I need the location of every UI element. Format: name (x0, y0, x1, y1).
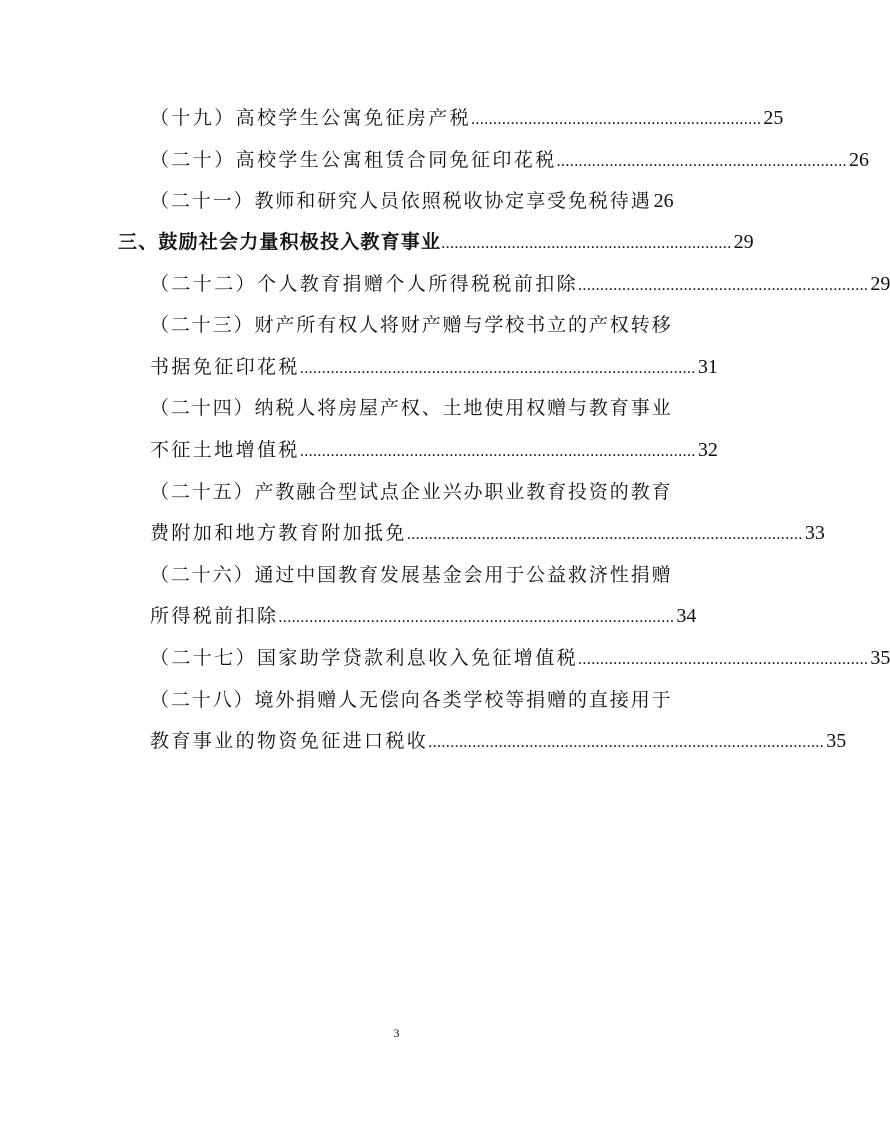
toc-page-number: 25 (763, 107, 784, 129)
dot-leader: .......................................................................................... (406, 526, 803, 543)
toc-entry-label: （十九）高校学生公寓免征房产税 (150, 107, 472, 129)
toc-page-number: 34 (676, 605, 697, 627)
toc-entry-label: （二十四）纳税人将房屋产权、土地使用权赠与教育事业 (150, 397, 673, 419)
toc-page-number: 29 (733, 231, 754, 253)
toc-entry-label: （二十三）财产所有权人将财产赠与学校书立的产权转移 (150, 314, 673, 336)
toc-entry[interactable] (150, 646, 890, 672)
toc-entry-label: （二十七）国家助学贷款利息收入免征增值税 (150, 647, 579, 669)
toc-page-number: 29 (870, 273, 890, 295)
toc-page-number: 35 (826, 730, 847, 752)
dot-leader: .................................................................. (471, 111, 762, 128)
toc-entry-continuation[interactable] (150, 604, 697, 630)
toc-entry-label-continued: 费附加和地方教育附加抵免 (150, 522, 407, 544)
toc-entry[interactable] (150, 480, 684, 504)
toc-entry-label-continued: 不征土地增值税 (150, 439, 300, 461)
toc-page-number: 32 (697, 439, 718, 461)
toc-entry[interactable] (150, 563, 684, 587)
toc-entry[interactable] (150, 272, 890, 298)
toc-entry[interactable] (150, 148, 870, 174)
toc-entry-label: （二十）高校学生公寓租赁合同免征印花税 (150, 149, 557, 171)
toc-page-number: 26 (849, 149, 870, 171)
toc-entry[interactable] (150, 313, 684, 337)
toc-entry-label: （二十二）个人教育捐赠个人所得税税前扣除 (150, 273, 579, 295)
toc-entry-label: （二十八）境外捐赠人无偿向各类学校等捐赠的直接用于 (150, 689, 673, 711)
toc-entry-continuation[interactable] (150, 438, 718, 464)
page-number: 3 (393, 1026, 400, 1040)
toc-entry-label: （二十六）通过中国教育发展基金会用于公益救济性捐赠 (150, 564, 673, 586)
dot-leader: .......................................................................................... (428, 734, 825, 751)
toc-page-number: 35 (870, 647, 890, 669)
toc-entry-label-continued: 所得税前扣除 (150, 605, 279, 627)
toc-entry[interactable] (150, 189, 684, 213)
toc-entry-continuation[interactable] (150, 521, 825, 547)
dot-leader: .................................................................. (441, 235, 732, 252)
toc-entry[interactable] (150, 688, 684, 712)
toc-entry-label: （二十一）教师和研究人员依照税收协定享受免税待遇 (150, 190, 652, 212)
toc-section-heading[interactable] (118, 230, 754, 256)
toc-page-number: 26 (653, 190, 674, 212)
toc-section-label: 三、鼓励社会力量积极投入教育事业 (118, 231, 442, 253)
dot-leader: .................................................................. (556, 153, 848, 170)
toc-entry-continuation[interactable] (150, 355, 718, 381)
toc-page-number: 33 (804, 522, 825, 544)
toc-entry-continuation[interactable] (150, 729, 847, 755)
dot-leader: .......................................................................................... (278, 609, 675, 626)
toc-entry[interactable] (150, 396, 684, 420)
toc-entry[interactable] (150, 106, 784, 132)
toc-entry-label-continued: 教育事业的物资免征进口税收 (150, 730, 429, 752)
dot-leader: .......................................................................................... (299, 443, 696, 460)
toc-page-number: 31 (697, 356, 718, 378)
dot-leader: .................................................................. (578, 277, 869, 294)
toc-entry-label-continued: 书据免征印花税 (150, 356, 300, 378)
dot-leader: .......................................................................................... (299, 360, 696, 377)
dot-leader: .................................................................. (578, 651, 869, 668)
toc-entry-label: （二十五）产教融合型试点企业兴办职业教育投资的教育 (150, 481, 673, 503)
